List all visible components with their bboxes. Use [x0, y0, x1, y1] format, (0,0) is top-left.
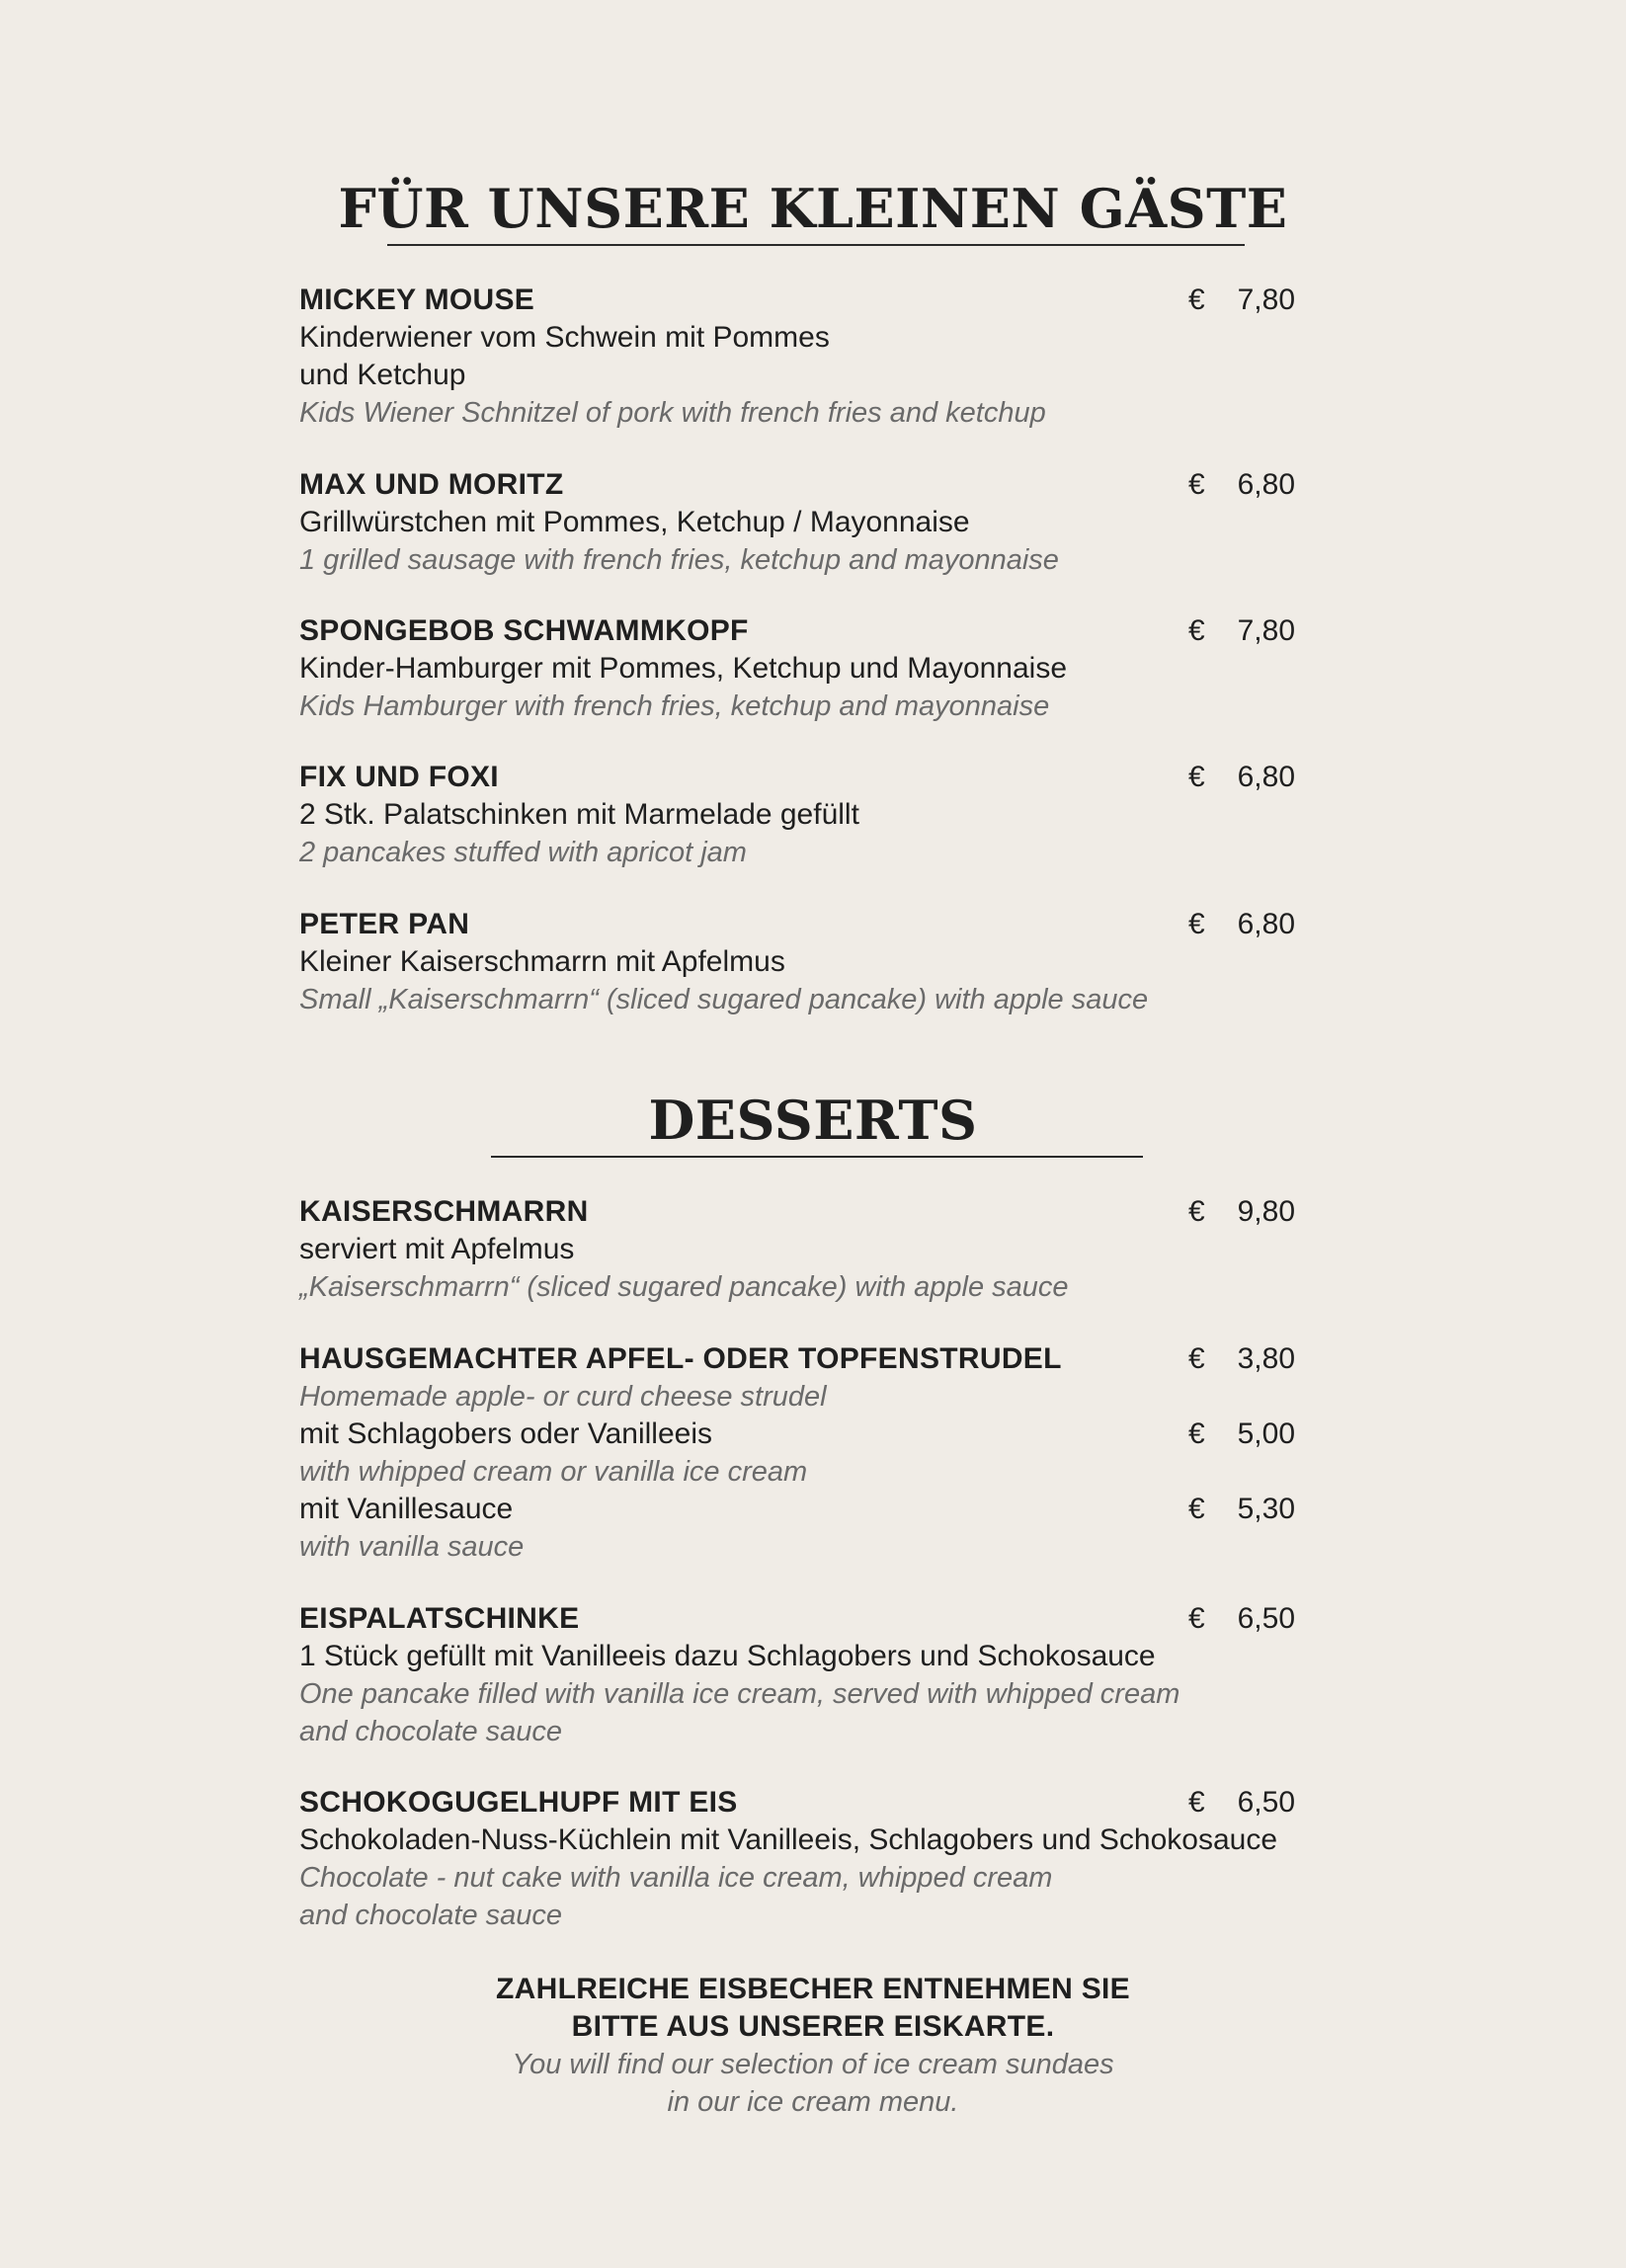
kids-section-header — [0, 177, 1626, 240]
note-line-de: BITTE AUS UNSERER EISKARTE. — [571, 2010, 1055, 2043]
item-option — [299, 1491, 1297, 1528]
item-name: KAISERSCHMARRN — [299, 1195, 589, 1228]
option-description-de: mit Vanillesauce — [299, 1493, 514, 1525]
item-name: SPONGEBOB SCHWAMMKOPF — [299, 614, 749, 647]
item-price: € 6,80 — [1188, 761, 1295, 793]
item-price: € 6,80 — [1188, 468, 1295, 501]
item-name: PETER PAN — [299, 908, 470, 940]
option-description-en: with vanilla sauce — [299, 1531, 525, 1563]
item-price: € 6,50 — [1188, 1602, 1295, 1635]
menu-item-peter-pan — [299, 906, 1297, 1018]
item-description-en: One pancake filled with vanilla ice cream, served with whipped cream — [299, 1678, 1180, 1710]
menu-item-fix-und-foxi — [299, 759, 1297, 871]
note-line-en: You will find our selection of ice cream sundaes — [512, 2049, 1114, 2080]
item-price: € 6,80 — [1188, 908, 1295, 940]
item-name: MAX UND MORITZ — [299, 468, 564, 501]
menu-item-max-und-moritz — [299, 466, 1297, 579]
item-description-en: 1 grilled sausage with french fries, ketchup and mayonnaise — [299, 544, 1059, 576]
item-price: € 6,50 — [1188, 1786, 1295, 1819]
item-description-de: 2 Stk. Palatschinken mit Marmelade gefüllt — [299, 798, 859, 831]
item-description-de: Grillwürstchen mit Pommes, Ketchup / Mayonnaise — [299, 506, 970, 538]
kids-section-title: FÜR UNSERE KLEINEN GÄSTE — [338, 177, 1288, 240]
item-description-en: and chocolate sauce — [299, 1716, 563, 1747]
item-description-en: Chocolate - nut cake with vanilla ice cream, whipped cream — [299, 1862, 1053, 1894]
option-description-de: mit Schlagobers oder Vanilleeis — [299, 1418, 712, 1450]
item-description-de: und Ketchup — [299, 359, 466, 391]
item-price: € 7,80 — [1188, 614, 1295, 647]
item-description-de: Kleiner Kaiserschmarrn mit Apfelmus — [299, 945, 785, 978]
desserts-section-header — [0, 1089, 1626, 1152]
menu-item-schokogugelhupf — [299, 1784, 1346, 1934]
item-price: € 9,80 — [1188, 1195, 1295, 1228]
menu-item-spongebob — [299, 612, 1297, 725]
menu-item-mickey-mouse — [299, 282, 1297, 432]
kids-section-underline — [387, 244, 1245, 246]
item-description-en: Kids Hamburger with french fries, ketchup and mayonnaise — [299, 690, 1050, 722]
item-description-en: Small „Kaiserschmarrn“ (sliced sugared pancake) with apple sauce — [299, 984, 1149, 1015]
desserts-section-title: DESSERTS — [648, 1089, 978, 1152]
desserts-section-underline — [491, 1156, 1143, 1158]
item-name: EISPALATSCHINKE — [299, 1602, 580, 1635]
item-price: € 7,80 — [1188, 284, 1295, 316]
item-description-en: Kids Wiener Schnitzel of pork with french fries and ketchup — [299, 397, 1046, 429]
item-description-de: Kinderwiener vom Schwein mit Pommes — [299, 321, 830, 354]
menu-item-strudel — [299, 1340, 1297, 1566]
menu-item-eispalatschinke — [299, 1600, 1297, 1750]
option-price: € 5,00 — [1188, 1418, 1295, 1450]
item-description-de: serviert mit Apfelmus — [299, 1233, 575, 1265]
ice-cream-note — [0, 1971, 1626, 2121]
item-description-en: „Kaiserschmarrn“ (sliced sugared pancake) with apple sauce — [299, 1271, 1069, 1303]
item-name: SCHOKOGUGELHUPF MIT EIS — [299, 1786, 738, 1819]
item-price: € 3,80 — [1188, 1342, 1295, 1375]
note-line-en: in our ice cream menu. — [667, 2086, 959, 2118]
item-description-de: Schokoladen-Nuss-Küchlein mit Vanilleeis, Schlagobers und Schokosauce — [299, 1823, 1277, 1856]
option-price: € 5,30 — [1188, 1493, 1295, 1525]
item-option — [299, 1416, 1297, 1453]
item-name: HAUSGEMACHTER APFEL- ODER TOPFENSTRUDEL — [299, 1342, 1062, 1375]
item-name: FIX UND FOXI — [299, 761, 499, 793]
item-description-de: Kinder-Hamburger mit Pommes, Ketchup und Mayonnaise — [299, 652, 1068, 685]
option-description-en: with whipped cream or vanilla ice cream — [299, 1456, 808, 1488]
item-description-en: Homemade apple- or curd cheese strudel — [299, 1381, 827, 1413]
note-line-de: ZAHLREICHE EISBECHER ENTNEHMEN SIE — [496, 1973, 1130, 2005]
menu-item-kaiserschmarrn — [299, 1193, 1297, 1306]
item-description-en: and chocolate sauce — [299, 1900, 563, 1931]
item-name: MICKEY MOUSE — [299, 284, 535, 316]
item-description-de: 1 Stück gefüllt mit Vanilleeis dazu Schlagobers und Schokosauce — [299, 1640, 1156, 1672]
item-description-en: 2 pancakes stuffed with apricot jam — [299, 837, 747, 868]
